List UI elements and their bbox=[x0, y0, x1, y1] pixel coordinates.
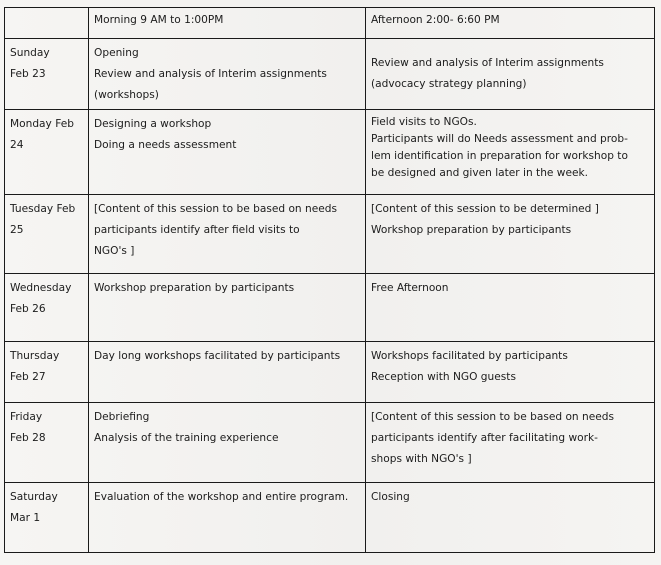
day-cell bbox=[5, 402, 89, 482]
afternoon-line: lem identification in preparation for workshop to bbox=[371, 150, 628, 163]
schedule-row-monday bbox=[5, 110, 655, 195]
day-cell bbox=[5, 341, 89, 402]
morning-cell bbox=[89, 38, 366, 109]
day-cell bbox=[5, 38, 89, 109]
schedule-row-saturday bbox=[5, 482, 655, 552]
day-cell bbox=[5, 194, 89, 274]
afternoon-line: [Content of this session to be determined ] bbox=[371, 202, 599, 215]
day-date: Feb 27 bbox=[10, 370, 46, 383]
afternoon-line: (advocacy strategy planning) bbox=[371, 77, 527, 90]
afternoon-line: Reception with NGO guests bbox=[371, 370, 516, 383]
afternoon-line: be designed and given later in the week. bbox=[371, 167, 589, 180]
afternoon-line: Review and analysis of Interim assignments bbox=[371, 56, 604, 69]
afternoon-line: [Content of this session to be based on needs bbox=[371, 410, 615, 423]
day-cell bbox=[5, 482, 89, 552]
morning-line: Opening bbox=[94, 46, 139, 59]
morning-line: participants identify after field visits to bbox=[94, 223, 300, 236]
day-name: Thursday bbox=[10, 349, 60, 362]
morning-line: Designing a workshop bbox=[94, 118, 212, 131]
day-name: Monday Feb bbox=[10, 118, 74, 131]
schedule-row-wednesday bbox=[5, 274, 655, 341]
morning-line: (workshops) bbox=[94, 88, 159, 101]
morning-line: Debriefing bbox=[94, 410, 150, 423]
day-date: Mar 1 bbox=[10, 511, 41, 524]
morning-cell bbox=[89, 402, 366, 482]
afternoon-line: Closing bbox=[371, 490, 410, 503]
afternoon-cell bbox=[366, 341, 655, 402]
afternoon-cell bbox=[366, 38, 655, 109]
header-afternoon: Afternoon 2:00- 6:60 PM bbox=[366, 8, 655, 39]
schedule-table bbox=[4, 7, 655, 553]
day-name: Friday bbox=[10, 410, 43, 423]
afternoon-cell bbox=[366, 194, 655, 274]
day-name: Wednesday bbox=[10, 282, 72, 295]
afternoon-line: participants identify after facilitating work- bbox=[371, 431, 598, 444]
morning-line: Evaluation of the workshop and entire program. bbox=[94, 490, 349, 503]
day-cell bbox=[5, 110, 89, 195]
day-date: Feb 26 bbox=[10, 303, 46, 316]
day-date: 25 bbox=[10, 223, 24, 236]
morning-line: Doing a needs assessment bbox=[94, 139, 237, 152]
afternoon-line: Participants will do Needs assessment and prob- bbox=[371, 133, 628, 146]
header-morning: Morning 9 AM to 1:00PM bbox=[89, 8, 366, 39]
morning-cell bbox=[89, 194, 366, 274]
afternoon-cell bbox=[366, 110, 655, 195]
morning-cell bbox=[89, 110, 366, 195]
afternoon-line: Workshop preparation by participants bbox=[371, 223, 572, 236]
schedule-row-tuesday bbox=[5, 194, 655, 274]
morning-line: Analysis of the training experience bbox=[94, 431, 279, 444]
schedule-row-sunday bbox=[5, 38, 655, 109]
header-row bbox=[5, 8, 655, 39]
afternoon-cell bbox=[366, 402, 655, 482]
header-corner-cell bbox=[5, 8, 89, 39]
morning-line: NGO's ] bbox=[94, 244, 135, 257]
day-cell bbox=[5, 274, 89, 341]
day-date: 24 bbox=[10, 139, 24, 152]
afternoon-line: Field visits to NGOs. bbox=[371, 116, 477, 129]
schedule-row-thursday bbox=[5, 341, 655, 402]
afternoon-cell bbox=[366, 482, 655, 552]
day-name: Tuesday Feb bbox=[10, 202, 76, 215]
morning-cell bbox=[89, 274, 366, 341]
morning-line: Review and analysis of Interim assignments bbox=[94, 67, 327, 80]
day-name: Saturday bbox=[10, 490, 58, 503]
day-date: Feb 23 bbox=[10, 67, 46, 80]
day-name: Sunday bbox=[10, 46, 50, 59]
afternoon-line: Free Afternoon bbox=[371, 282, 449, 295]
morning-line: Workshop preparation by participants bbox=[94, 282, 295, 295]
afternoon-cell bbox=[366, 274, 655, 341]
morning-cell bbox=[89, 482, 366, 552]
afternoon-line: Workshops facilitated by participants bbox=[371, 349, 568, 362]
schedule-row-friday bbox=[5, 402, 655, 482]
morning-line: [Content of this session to be based on needs bbox=[94, 202, 338, 215]
afternoon-line: shops with NGO's ] bbox=[371, 452, 472, 465]
morning-line: Day long workshops facilitated by participants bbox=[94, 349, 341, 362]
morning-cell bbox=[89, 341, 366, 402]
day-date: Feb 28 bbox=[10, 431, 46, 444]
